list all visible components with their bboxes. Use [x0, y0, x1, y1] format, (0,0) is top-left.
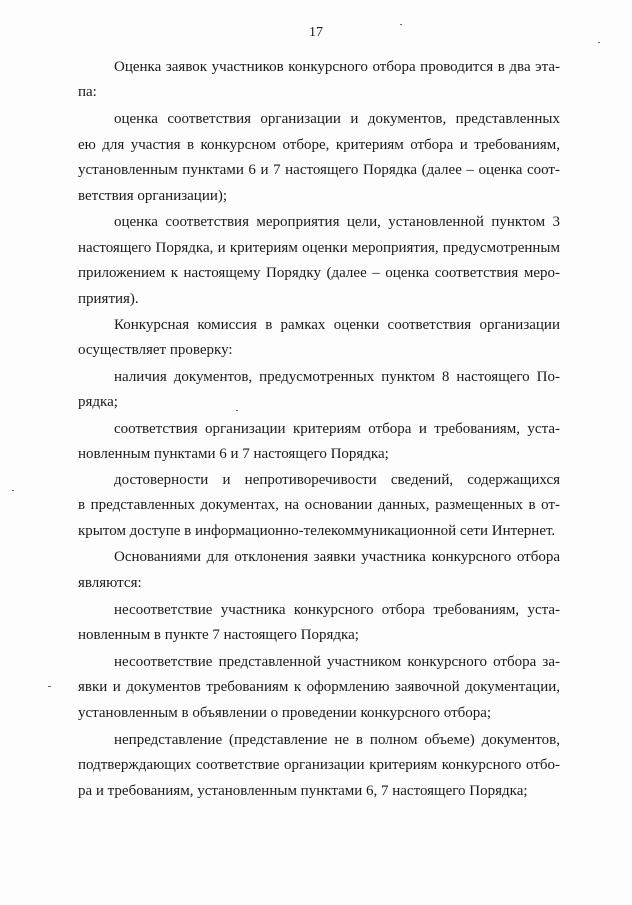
text-line: несоответствие участника конкурсного отбора требованиям, уста-: [114, 602, 560, 618]
text-line: являются:: [78, 575, 142, 591]
text-line: достоверности и непротиворечивости сведений, содержащихся: [114, 472, 560, 488]
text-line: осуществляет проверку:: [78, 342, 233, 358]
text-line: в представленных документах, на основании данных, размещенных в от-: [78, 497, 560, 513]
scan-speck: [236, 410, 238, 411]
text-line: установленным в объявлении о проведении конкурсного отбора;: [78, 705, 492, 721]
text-line: новленным в пункте 7 настоящего Порядка;: [78, 627, 359, 643]
text-line: явки и документов требованиям к оформлению заявочной документации,: [78, 679, 560, 695]
text-line: Основаниями для отклонения заявки участника конкурсного отбора: [114, 549, 560, 565]
text-line: подтверждающих соответствие организации критериям конкурсного отбо-: [78, 757, 560, 773]
text-line: приятия).: [78, 291, 139, 307]
text-line: настоящего Порядка, и критериям оценки мероприятия, предусмотренным: [78, 240, 560, 256]
text-line: Оценка заявок участников конкурсного отбора проводится в два эта-: [114, 59, 560, 75]
scan-speck: [48, 686, 51, 687]
text-line: рядка;: [78, 394, 118, 410]
text-line: несоответствие представленной участником конкурсного отбора за-: [114, 654, 560, 670]
text-line: па:: [78, 84, 97, 100]
text-line: новленным пунктами 6 и 7 настоящего Порядка;: [78, 446, 389, 462]
text-line: непредставление (представление не в полном объеме) документов,: [114, 732, 560, 748]
text-line: наличия документов, предусмотренных пунктом 8 настоящего По-: [114, 369, 560, 385]
scan-speck: [12, 490, 14, 491]
scan-speck: [598, 42, 600, 43]
page-number: 17: [309, 25, 323, 40]
text-line: соответствия организации критериям отбора и требованиям, уста-: [114, 421, 560, 437]
text-line: ра и требованиям, установленным пунктами 6, 7 настоящего Порядка;: [78, 783, 528, 799]
text-line: ею для участия в конкурсном отборе, критериям отбора и требованиям,: [78, 137, 560, 153]
text-line: оценка соответствия мероприятия цели, установленной пунктом 3: [114, 214, 560, 230]
text-line: оценка соответствия организации и документов, представленных: [114, 111, 560, 127]
text-line: приложением к настоящему Порядку (далее – оценка соответствия меро-: [78, 265, 560, 281]
text-line: крытом доступе в информационно-телекоммуникационной сети Интернет.: [78, 523, 556, 539]
text-line: ветствия организации);: [78, 188, 228, 204]
text-line: Конкурсная комиссия в рамках оценки соответствия организации: [114, 317, 560, 333]
text-line: установленным пунктами 6 и 7 настоящего Порядка (далее – оценка соот-: [78, 162, 560, 178]
scan-speck: [400, 24, 402, 25]
